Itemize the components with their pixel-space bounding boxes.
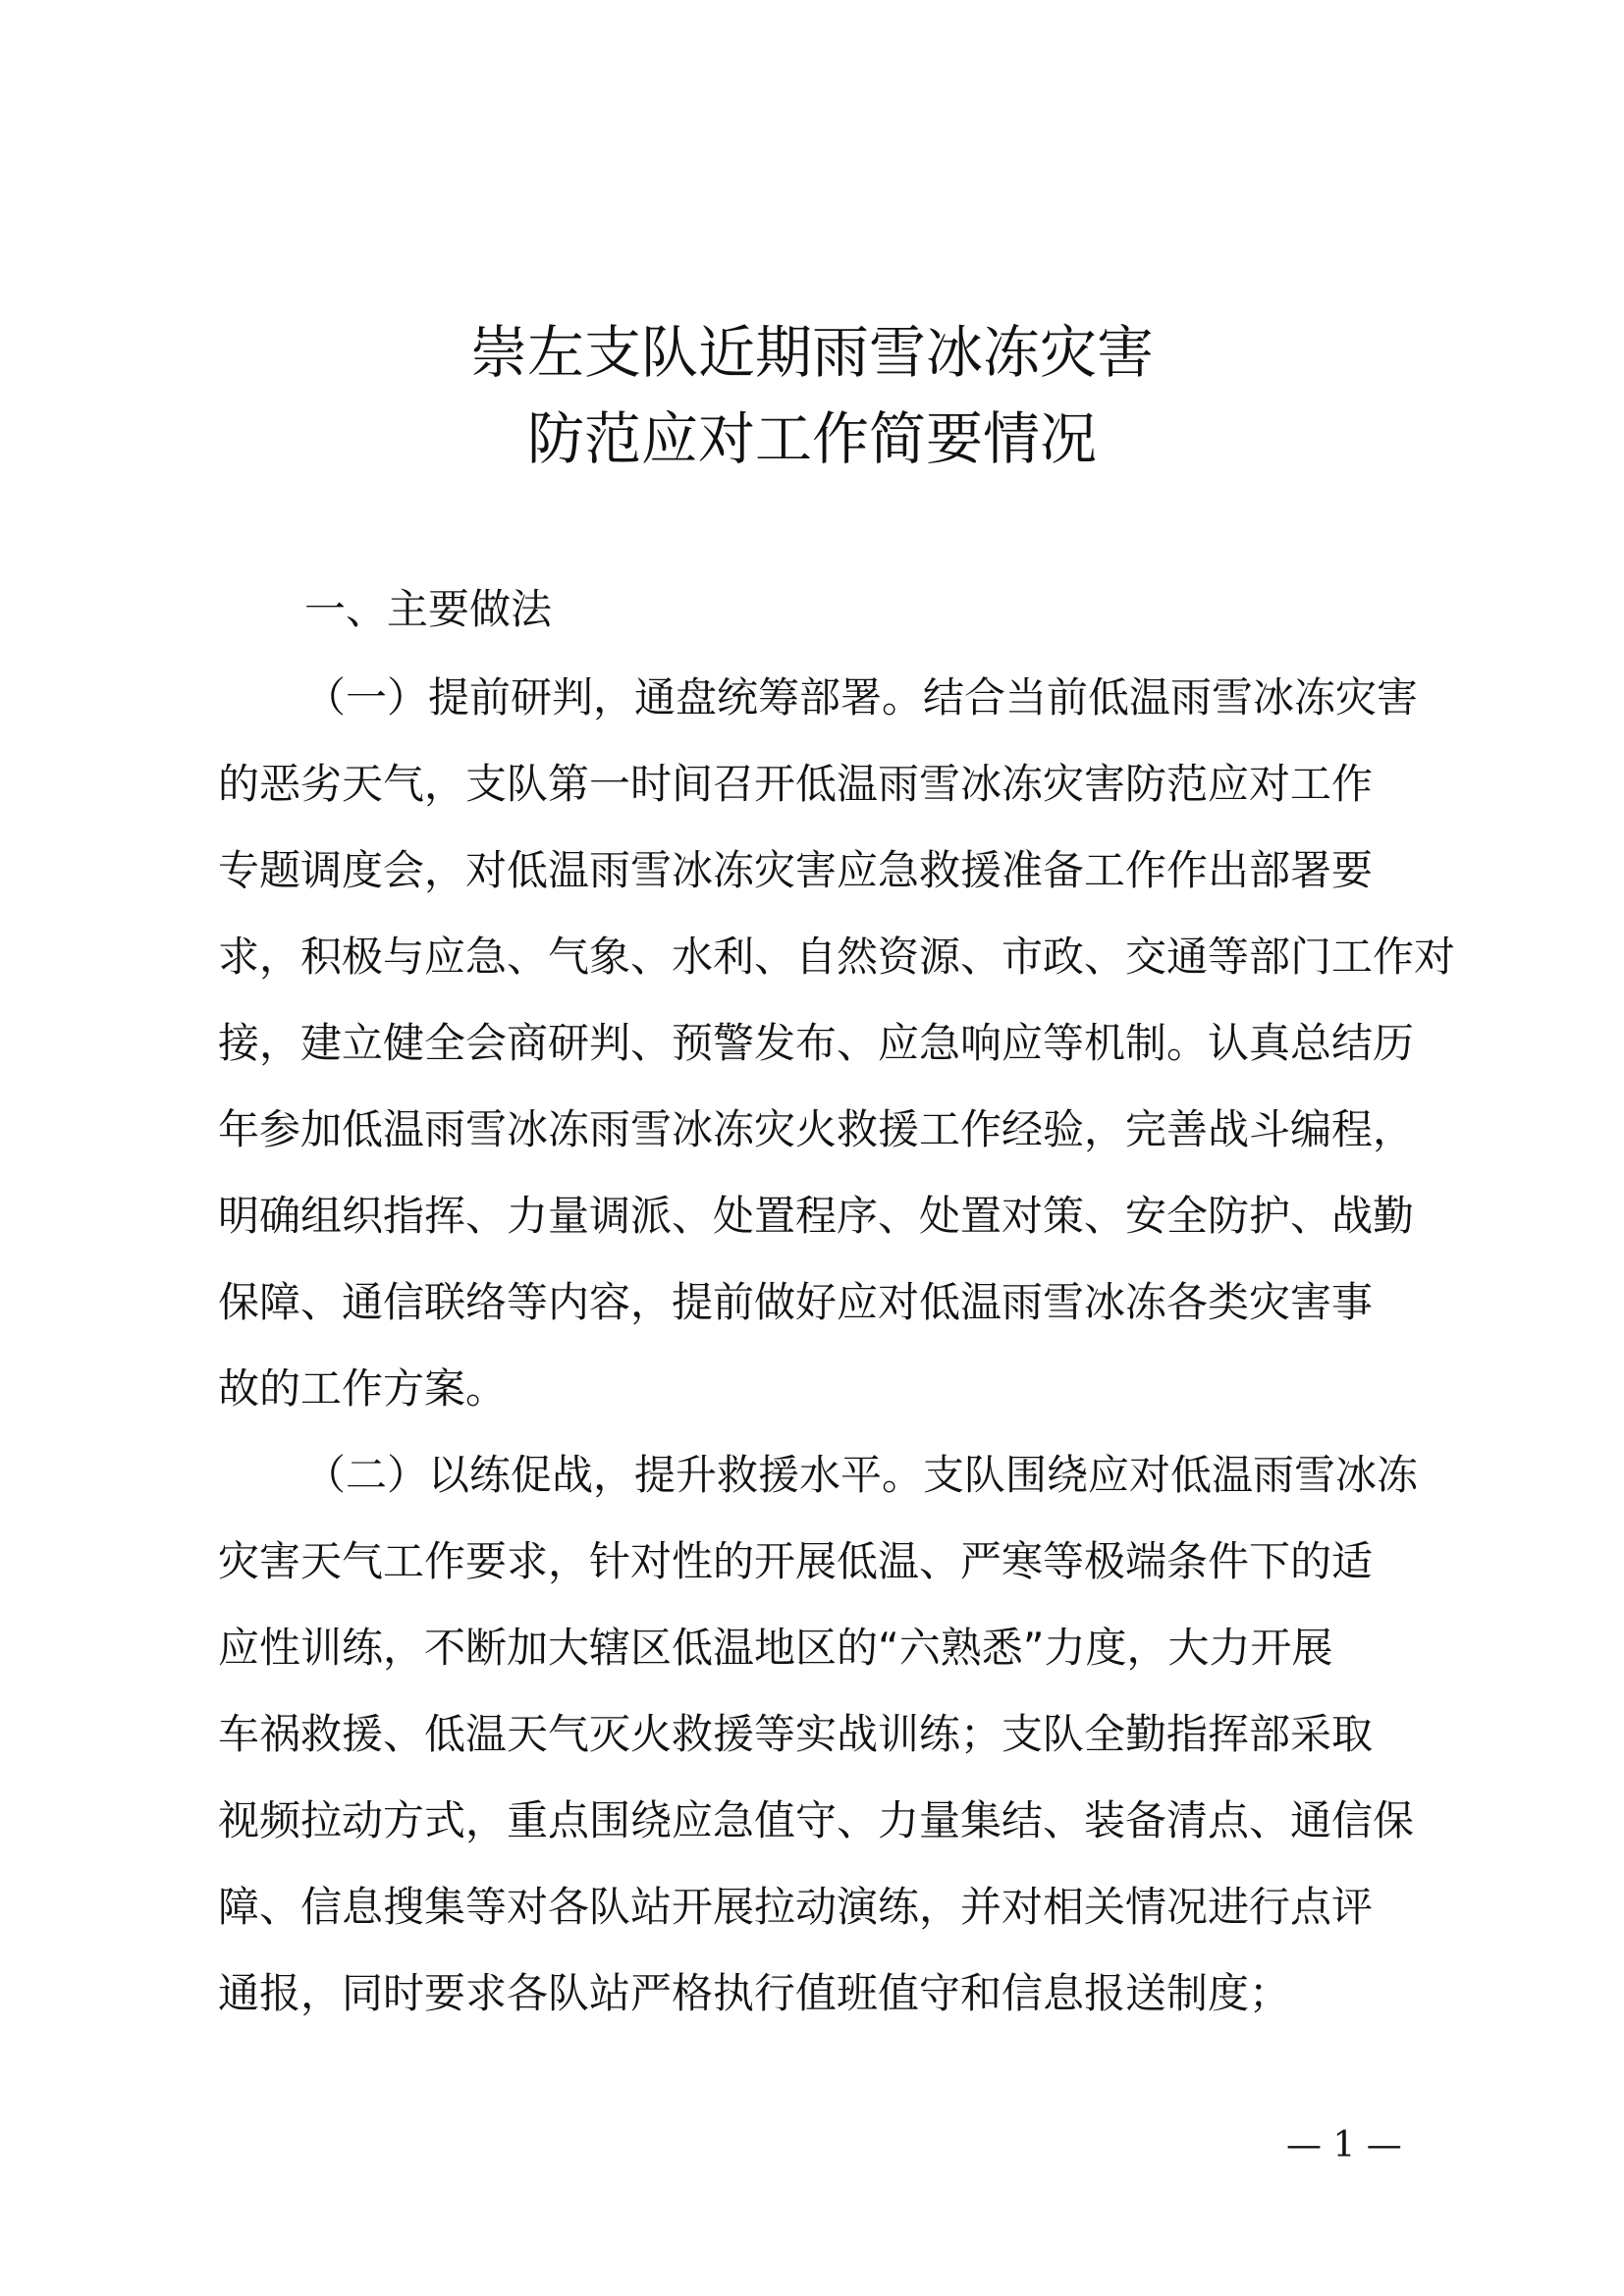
paragraph-line: 障、信息搜集等对各队站开展拉动演练，并对相关情况进行点评 [218,1883,1374,1931]
paragraph-line: 灾害天气工作要求，针对性的开展低温、严寒等极端条件下的适 [218,1537,1374,1585]
page-number: — 1 — [1286,2125,1402,2165]
paragraph-line: 车祸救援、低温天气灭火救援等实战训练；支队全勤指挥部采取 [218,1710,1374,1758]
paragraph-line: 视频拉动方式，重点围绕应急值守、力量集结、装备清点、通信保 [218,1796,1415,1844]
paragraph-line: （一）提前研判，通盘统筹部署。结合当前低温雨雪冰冻灾害 [304,673,1419,721]
section-heading: 一、主要做法 [304,585,553,633]
paragraph-line: 求，积极与应急、气象、水利、自然资源、市政、交通等部门工作对 [218,933,1456,981]
paragraph-line: 应性训练，不断加大辖区低温地区的“六熟悉”力度，大力开展 [218,1624,1333,1672]
paragraph-line: 明确组织指挥、力量调派、处置程序、处置对策、安全防护、战勤 [218,1192,1415,1240]
paragraph-line: （二）以练促战，提升救援水平。支队围绕应对低温雨雪冰冻 [304,1451,1419,1499]
document-title-line-2: 防范应对工作简要情况 [526,405,1097,472]
paragraph-line: 故的工作方案。 [218,1364,508,1413]
document-title-line-1: 崇左支队近期雨雪冰冻灾害 [469,319,1154,386]
paragraph-line: 年参加低温雨雪冰冻雨雪冰冻灾火救援工作经验，完善战斗编程， [218,1105,1415,1153]
paragraph-line: 接，建立健全会商研判、预警发布、应急响应等机制。认真总结历 [218,1019,1415,1067]
paragraph-line: 专题调度会，对低温雨雪冰冻灾害应急救援准备工作作出部署要 [218,846,1374,894]
paragraph-line: 保障、通信联络等内容，提前做好应对低温雨雪冰冻各类灾害事 [218,1278,1374,1326]
paragraph-line: 的恶劣天气，支队第一时间召开低温雨雪冰冻灾害防范应对工作 [218,760,1374,808]
paragraph-line: 通报，同时要求各队站严格执行值班值守和信息报送制度； [218,1969,1291,2017]
